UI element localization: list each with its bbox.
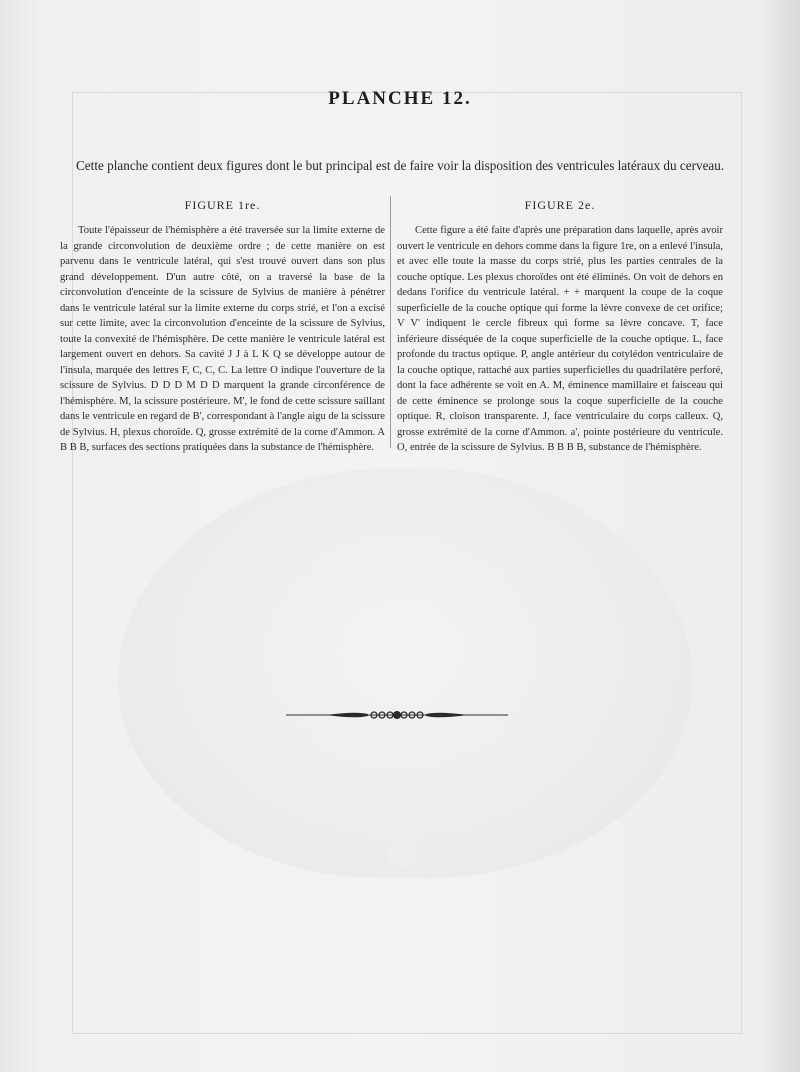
figure-2-text: Cette figure a été faite d'après une préparation dans laquelle, après avoir ouvert le ventricule en dehors comme dans la figure 1re, on a enlevé l'insula, et avec elle toute la masse du corps strié, plus les parties centrales de la couche optique. Les plexus choroïdes ont été éliminés. On voit de dehors en dedans l'orifice du ventricule latéral. + + marquent la coupe de la coque superficielle de la couche optique qui forme la lèvre convexe de cet orifice; V V' indiquent le cercle fibreux qui forme sa lèvre concave. T, face inférieure disséquée de la coque superficielle de la couche optique. L, face profonde du tractus optique. P, angle antérieur du cotylédon ventriculaire de la couche optique, rattaché aux parties superficielles du quadrilatère perforé, dont la face adhérente se voit en A. M, éminence mamillaire et faisceau qui de cette éminence se prolonge sous la coque superficielle de la couche optique. R, cloison transparente. J, face ventriculaire du corps calleux. Q, grosse extrémité de la corne d'Ammon. a', pointe postérieure du ventricule. O, entrée de la scissure de Sylvius. B B B B, substance de l'hémisphère.: [397, 225, 723, 453]
bleed-through-notch: [388, 846, 416, 868]
figure-1-text: Toute l'épaisseur de l'hémisphère a été traversée sur la limite externe de la grande circonvolution de deuxième ordre ; de cette manière on est parvenu dans le ventricule latéral, qui s'est trouvé ouvert dans son plus grand développement. D'un autre côté, on a traversé la base de la circonvolution d'enceinte de la scissure de Sylvius de manière à pénétrer dans le ventricule latéral sur la limite externe du corps strié, et l'on a excisé sur cette limite, avec la circonvolution d'enceinte de la scissure de Sylvius, toute la convexité de l'hémisphère. De cette manière le ventricule latéral est largement ouvert en dehors. Sa cavité J J à L K Q se développe autour de l'insula, marquée des lettres F, C, C, C. La lettre O indique l'ouverture de la scissure de Sylvius. D D D M D D marquent la grande circonférence de l'hémisphère. M, la scissure postérieure. M', le fond de cette scissure saillant dans le ventricule en regard de B', correspondant à l'angle aigu de la scissure de Sylvius. H, plexus choroïde. Q, grosse extrémité de la corne d'Ammon. A B B B, surfaces des sections pratiquées dans la substance de l'hémisphère.: [60, 225, 385, 453]
intro-paragraph: Cette planche contient deux figures dont le but principal est de faire voir la disposition des ventricules latéraux du cerveau.: [76, 158, 725, 173]
figure-2-column: [397, 198, 723, 456]
column-divider: [390, 196, 391, 448]
figure-2-heading: FIGURE 2e.: [524, 198, 596, 212]
figure-1-column: [60, 198, 385, 456]
page-title: PLANCHE 12.: [328, 88, 472, 109]
figure-1-heading: FIGURE 1re.: [184, 198, 261, 212]
ornament-divider-icon: [286, 705, 508, 725]
bleed-through-brain-image: [118, 468, 693, 878]
